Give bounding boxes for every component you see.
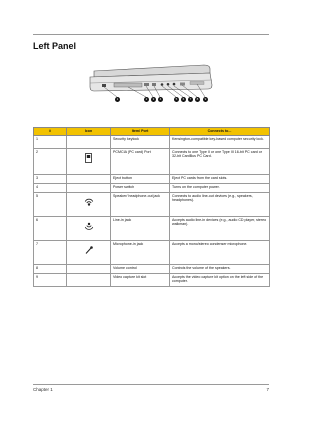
row-item: Volume control bbox=[111, 265, 170, 274]
table-row bbox=[34, 265, 270, 274]
table-row bbox=[34, 175, 270, 184]
row-icon-cell bbox=[67, 217, 111, 241]
footer-rule bbox=[33, 384, 269, 385]
table-row bbox=[34, 184, 270, 193]
callout-3: 3 bbox=[152, 97, 155, 101]
row-description: Accepts the video capture kit option on the left side of the computer. bbox=[170, 274, 270, 287]
row-icon-cell bbox=[67, 274, 111, 287]
row-item: Line-in jack bbox=[111, 217, 170, 241]
row-icon-cell bbox=[67, 149, 111, 175]
row-item: Microphone-in jack bbox=[111, 241, 170, 265]
column-header-icon: Icon bbox=[67, 128, 111, 136]
row-number: 7 bbox=[34, 241, 67, 265]
column-header-connects-to: Connects to... bbox=[170, 128, 270, 136]
row-icon-cell bbox=[67, 241, 111, 265]
row-description: Turns on the computer power. bbox=[170, 184, 270, 193]
row-item: Power switch bbox=[111, 184, 170, 193]
callout-7: 7 bbox=[189, 97, 192, 101]
row-description: Connects to one Type II or one Type III 16-bit PC card or 32-bit CardBus PC Card. bbox=[170, 149, 270, 175]
row-number: 5 bbox=[34, 193, 67, 217]
table-row bbox=[34, 241, 270, 265]
headphone-out-icon bbox=[84, 197, 94, 207]
row-number: 9 bbox=[34, 274, 67, 287]
row-icon-cell bbox=[67, 193, 111, 217]
row-icon-cell bbox=[67, 184, 111, 193]
row-description: Accepts audio line-in devices (e.g., audio CD player, stereo walkman). bbox=[170, 217, 270, 241]
table-row bbox=[34, 136, 270, 149]
row-description: Connects to audio line-out devices (e.g., speakers, headphones). bbox=[170, 193, 270, 217]
callout-1: 1 bbox=[116, 97, 119, 101]
callout-2: 2 bbox=[145, 97, 148, 101]
row-number: 4 bbox=[34, 184, 67, 193]
row-item: PCMCIA (PC card) Port bbox=[111, 149, 170, 175]
line-in-icon bbox=[84, 221, 94, 231]
callout-5: 5 bbox=[175, 97, 178, 101]
ports-table bbox=[33, 127, 270, 287]
row-description: Accepts a mono/stereo condenser microphone. bbox=[170, 241, 270, 265]
table-row bbox=[34, 274, 270, 287]
row-description: Eject PC cards from the card slots. bbox=[170, 175, 270, 184]
row-number: 2 bbox=[34, 149, 67, 175]
row-icon-cell bbox=[67, 265, 111, 274]
row-item: Eject button bbox=[111, 175, 170, 184]
column-header-item-port: Item/ Port bbox=[111, 128, 170, 136]
row-number: 8 bbox=[34, 265, 67, 274]
callout-8: 8 bbox=[196, 97, 199, 101]
callout-6: 6 bbox=[182, 97, 185, 101]
row-description: Controls the volume of the speakers. bbox=[170, 265, 270, 274]
footer-page-number: 7 bbox=[266, 387, 269, 392]
microphone-icon bbox=[84, 245, 94, 255]
table-header-row bbox=[34, 128, 270, 136]
row-description: Kensington-compatible key-based computer security lock. bbox=[170, 136, 270, 149]
row-number: 6 bbox=[34, 217, 67, 241]
callout-4: 4 bbox=[159, 97, 162, 101]
row-number: 3 bbox=[34, 175, 67, 184]
page-title: Left Panel bbox=[33, 41, 77, 51]
footer-chapter: Chapter 1 bbox=[33, 387, 53, 392]
row-item: Speaker/ headphone-out jack bbox=[111, 193, 170, 217]
row-icon-cell bbox=[67, 175, 111, 184]
table-row bbox=[34, 193, 270, 217]
column-header-number: # bbox=[34, 128, 67, 136]
header-rule bbox=[33, 34, 269, 35]
table-row bbox=[34, 217, 270, 241]
callout-numbers bbox=[80, 88, 220, 108]
table-row bbox=[34, 149, 270, 175]
callout-9: 9 bbox=[204, 97, 207, 101]
row-item: Security keylock bbox=[111, 136, 170, 149]
row-item: Video capture kit slot bbox=[111, 274, 170, 287]
row-number: 1 bbox=[34, 136, 67, 149]
row-icon-cell bbox=[67, 136, 111, 149]
pc-card-icon bbox=[85, 153, 92, 163]
